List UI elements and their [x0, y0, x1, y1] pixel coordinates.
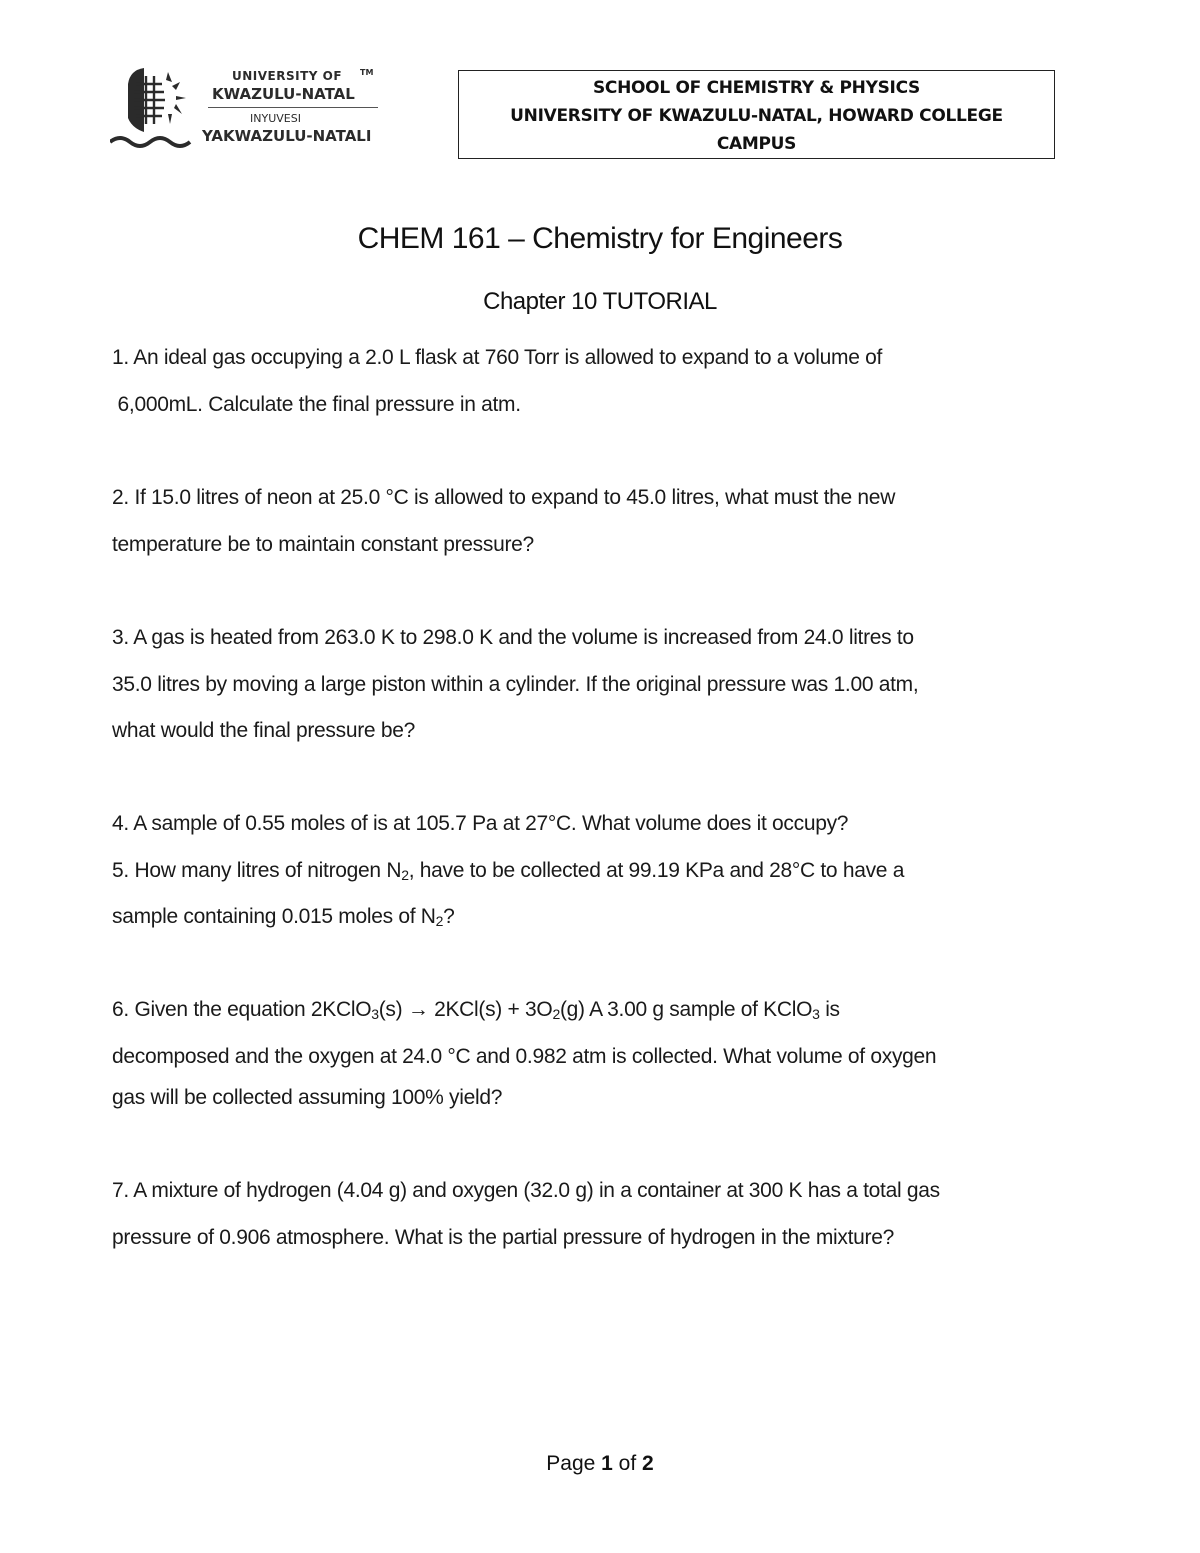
question-3-line-2: 35.0 litres by moving a large piston within a cylinder. If the original pressure was 1.00 atm, — [112, 673, 919, 696]
q5-text-c: sample containing 0.015 moles of N — [112, 905, 436, 928]
q6-subscript-2: 2 — [552, 1006, 560, 1022]
chapter-title: Chapter 10 TUTORIAL — [483, 288, 717, 315]
question-7-line-1: 7. A mixture of hydrogen (4.04 g) and oxygen (32.0 g) in a container at 300 K has a total gas — [112, 1179, 940, 1202]
question-3-line-3: what would the final pressure be? — [112, 719, 415, 742]
question-1-line-2: 6,000mL. Calculate the final pressure in atm. — [112, 393, 521, 416]
page-footer — [0, 1452, 1200, 1476]
q5-text-a: 5. How many litres of nitrogen N — [112, 859, 402, 882]
header-line-2: UNIVERSITY OF KWAZULU-NATAL, HOWARD COLLEGE — [510, 106, 1003, 126]
q6-text-d: is — [819, 998, 840, 1021]
ukzn-emblem-icon — [110, 62, 200, 154]
logo-trademark: TM — [360, 68, 374, 77]
logo-divider — [208, 107, 378, 108]
logo-line-2: KWAZULU-NATAL — [212, 85, 355, 103]
header-line-1: SCHOOL OF CHEMISTRY & PHYSICS — [592, 78, 921, 98]
q6-text-a: 6. Given the equation 2KClO — [112, 998, 372, 1021]
school-header-box — [458, 70, 1055, 159]
footer-total-pages: 2 — [642, 1452, 654, 1475]
footer-middle: of — [612, 1452, 643, 1475]
question-5-line-1 — [112, 859, 904, 883]
header-line-3: CAMPUS — [716, 134, 797, 154]
question-6-line-2: decomposed and the oxygen at 24.0 °C and 0.982 atm is collected. What volume of oxygen — [112, 1045, 937, 1068]
question-2-line-1: 2. If 15.0 litres of neon at 25.0 °C is allowed to expand to 45.0 litres, what must the new — [112, 486, 896, 509]
question-3-line-1: 3. A gas is heated from 263.0 K to 298.0 K and the volume is increased from 24.0 litres to — [112, 626, 914, 649]
q6-text-c: (g) A 3.00 g sample of KClO — [559, 998, 813, 1021]
question-6-line-3: gas will be collected assuming 100% yield? — [112, 1086, 503, 1109]
question-2-line-2: temperature be to maintain constant pressure? — [112, 533, 534, 556]
q6-subscript-3: 3 — [812, 1006, 820, 1022]
logo-wordmark — [202, 68, 380, 146]
question-5-line-2 — [112, 905, 455, 929]
q5-subscript-1: 2 — [401, 867, 409, 883]
q5-text-b: , have to be collected at 99.19 KPa and 28°C to have a — [408, 859, 905, 882]
logo-line-1: UNIVERSITY OF — [232, 69, 343, 83]
question-1-line-1: 1. An ideal gas occupying a 2.0 L flask at 760 Torr is allowed to expand to a volume of — [112, 346, 883, 369]
q6-subscript-1: 3 — [371, 1006, 379, 1022]
logo-line-4: YAKWAZULU-NATALI — [202, 127, 372, 145]
logo-line-3: INYUVESI — [250, 112, 301, 125]
university-logo — [110, 62, 380, 154]
question-4-line-1: 4. A sample of 0.55 moles of is at 105.7 Pa at 27°C. What volume does it occupy? — [112, 812, 849, 835]
question-6-line-1 — [112, 998, 840, 1022]
q5-text-d: ? — [443, 905, 455, 928]
q6-text-b: (s) → 2KCl(s) + 3O — [378, 998, 553, 1021]
question-7-line-2: pressure of 0.906 atmosphere. What is the partial pressure of hydrogen in the mixture? — [112, 1226, 894, 1249]
footer-prefix: Page — [546, 1452, 602, 1475]
q5-subscript-2: 2 — [435, 913, 444, 929]
course-title: CHEM 161 – Chemistry for Engineers — [357, 222, 843, 255]
footer-current-page: 1 — [601, 1452, 613, 1475]
